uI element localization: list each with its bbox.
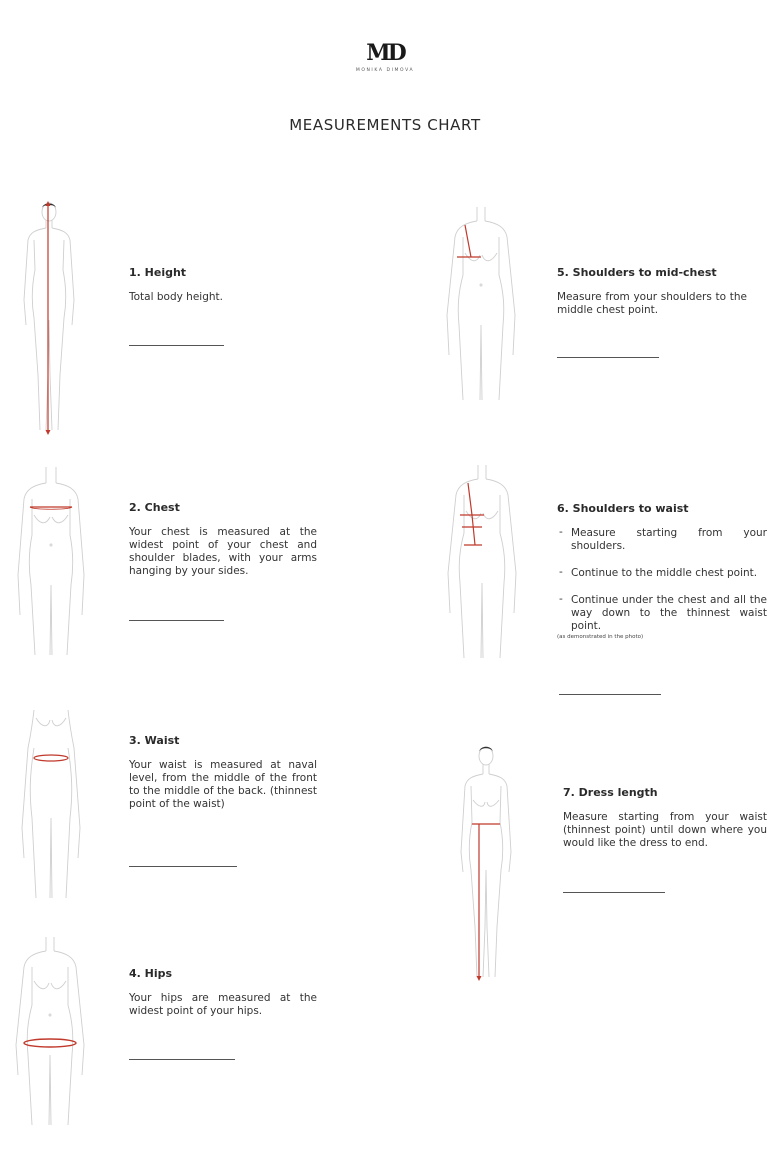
dress-length-figure xyxy=(455,742,517,987)
measurement-description: Your hips are measured at the widest point of your hips. xyxy=(129,992,317,1017)
hips-figure xyxy=(10,935,90,1130)
measurement-hips xyxy=(129,967,317,1018)
measurement-shoulders-to-mid-chest xyxy=(557,266,747,317)
shoulders-to-waist-value-line[interactable] xyxy=(559,694,661,695)
measurement-title: 7. Dress length xyxy=(563,786,658,799)
waist-value-line[interactable] xyxy=(129,866,237,867)
brand-logo xyxy=(335,40,435,73)
step-item: - Continue under the chest and all the way down to the thinnest waist point. xyxy=(557,594,767,633)
height-value-line[interactable] xyxy=(129,345,224,346)
measurement-description: Measure starting from your waist (thinnest point) until down where you would like the dress to end. xyxy=(563,811,767,849)
measurement-chest xyxy=(129,501,317,578)
measurement-title: 4. Hips xyxy=(129,967,173,980)
hips-value-line[interactable] xyxy=(129,1059,235,1060)
measurement-title: 3. Waist xyxy=(129,734,180,747)
waist-figure xyxy=(12,708,90,903)
chest-figure xyxy=(12,465,90,660)
measurement-description: Your waist is measured at naval level, from the middle of the front to the middle of the back. (thinnest point of the waist) xyxy=(129,759,317,810)
page-title: MEASUREMENTS CHART xyxy=(289,116,481,134)
measurement-shoulders-to-waist xyxy=(557,502,767,640)
dress-length-value-line[interactable] xyxy=(563,892,665,893)
measurement-note: (as demonstrated in the photo) xyxy=(557,634,644,640)
shoulders-to-mid-chest-value-line[interactable] xyxy=(557,357,659,358)
measurement-title: 1. Height xyxy=(129,266,187,279)
step-list xyxy=(557,527,767,633)
measurement-description: Your chest is measured at the widest point of your chest and shoulder blades, with your arms hanging by your sides. xyxy=(129,526,317,577)
logo-mark: MD xyxy=(366,40,404,66)
measurement-title: 2. Chest xyxy=(129,501,180,514)
measurement-title: 6. Shoulders to waist xyxy=(557,502,689,515)
chest-value-line[interactable] xyxy=(129,620,224,621)
step-item: - Measure starting from your shoulders. xyxy=(557,527,767,553)
measurement-title: 5. Shoulders to mid-chest xyxy=(557,266,717,279)
measurement-waist xyxy=(129,734,317,811)
measurement-description: Measure from your shoulders to the middle chest point. xyxy=(557,291,747,316)
measurement-height xyxy=(129,266,329,304)
measurement-dress-length xyxy=(563,786,767,850)
shoulders-to-mid-chest-figure xyxy=(441,205,521,405)
measurement-description: Total body height. xyxy=(129,291,223,303)
step-item: - Continue to the middle chest point. xyxy=(557,567,767,580)
logo-subtitle: MONIKA DIMOVA xyxy=(355,68,415,73)
height-figure xyxy=(18,200,80,440)
shoulders-to-waist-figure xyxy=(442,463,522,663)
